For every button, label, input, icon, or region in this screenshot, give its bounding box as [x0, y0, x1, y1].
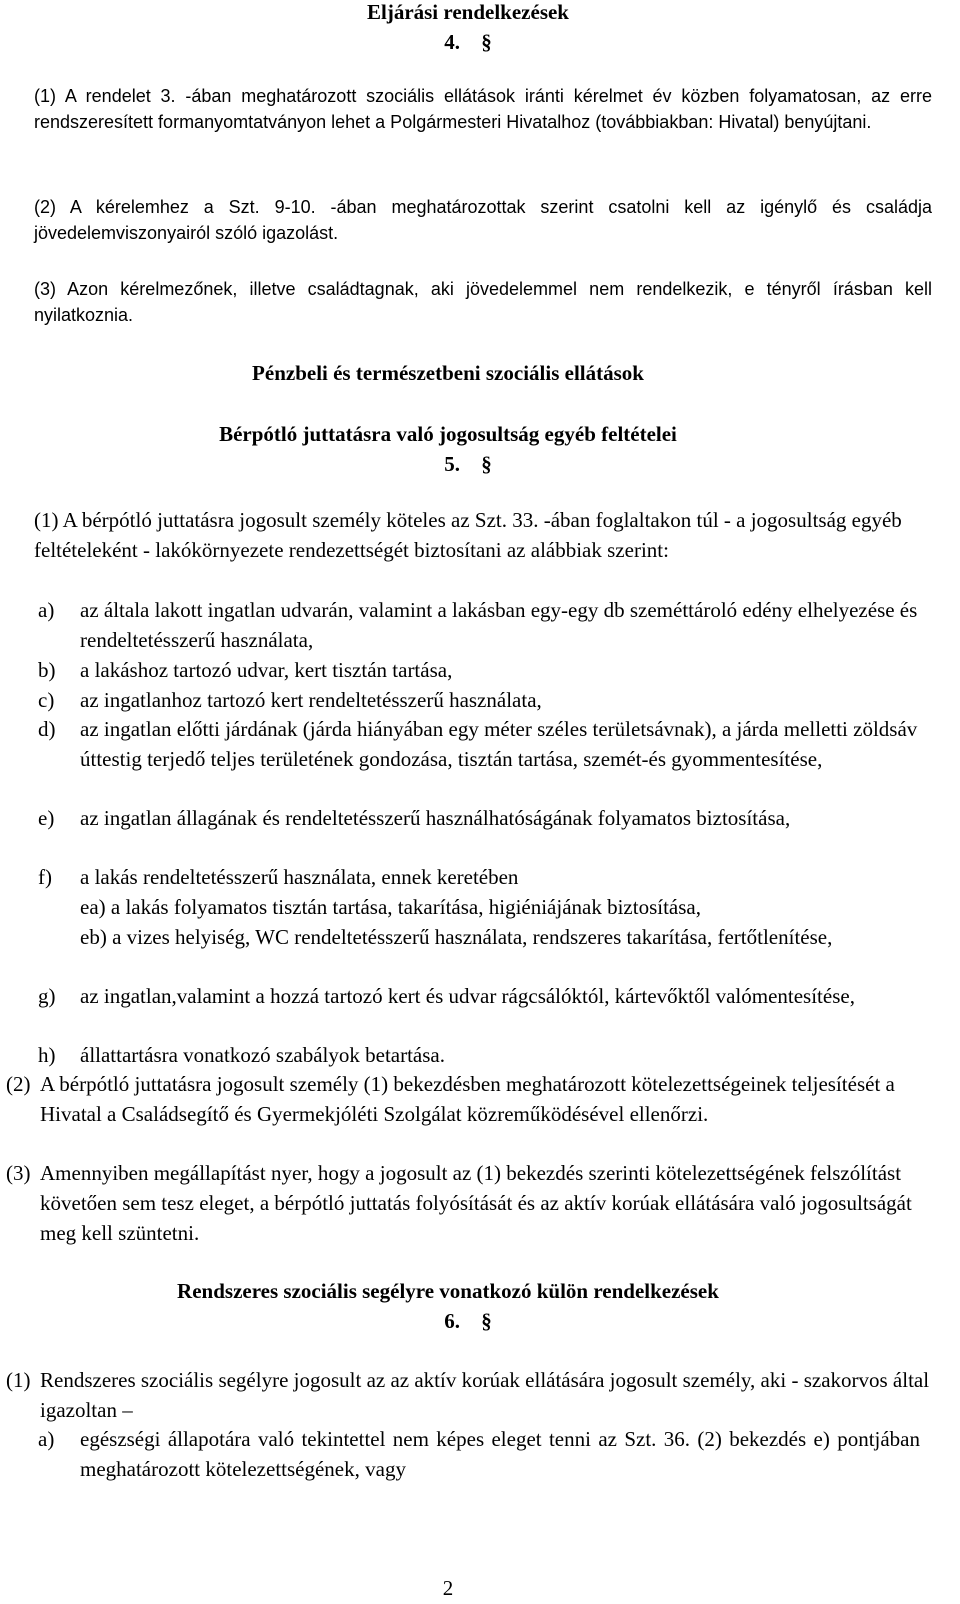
- section-4-paragraph-2: (2) A kérelemhez a Szt. 9-10. -ában meghatározottak szerint csatolni kell az igénylő és családja jövedelemviszonyairól szóló igazolást.: [34, 197, 932, 243]
- section-5-paragraph-1: (1) A bérpótló juttatásra jogosult személy köteles az Szt. 33. -ában foglaltakon túl - a jogosultság egyéb feltételeként - lakókörnyezete rendezettségét biztosítani az alábbiak szerint:: [34, 508, 902, 562]
- section-5-number-line: [0, 449, 936, 479]
- list-item-label: a): [38, 598, 55, 622]
- list-item-text: az ingatlanhoz tartozó kert rendeltetésszerű használata,: [80, 688, 542, 712]
- list-item-label: b): [38, 658, 56, 682]
- list-item-label: a): [38, 1427, 55, 1451]
- section-4-title: Eljárási rendelkezések: [366, 0, 569, 24]
- sub-item-text: ea) a lakás folyamatos tisztán tartása, takarítása, higiéniájának biztosítása,: [80, 895, 701, 919]
- list-item-label: h): [38, 1043, 56, 1067]
- paragraph-label: (2): [6, 1072, 31, 1096]
- list-item-text: az ingatlan,valamint a hozzá tartozó kert és udvar rágcsálóktól, kártevőktől valómentesítése,: [80, 984, 855, 1008]
- paragraph-text: Amennyiben megállapítást nyer, hogy a jogosult az (1) bekezdés szerinti kötelezettségének felszólítást követően sem tesz eleget, a bérpótló juttatás folyósítását és az aktív korúak ellátására való jogosultságát meg kell szüntetni.: [40, 1161, 912, 1245]
- section-4-paragraph-1: (1) A rendelet 3. -ában meghatározott szociális ellátások iránti kérelmet év közben folyamatosan, az erre rendszeresített formanyomtatványon lehet a Polgármesteri Hivatalhoz (továbbiakban: Hivatal) benyújtani.: [34, 86, 932, 132]
- list-item-label: c): [38, 688, 55, 712]
- paragraph-label: (3): [6, 1161, 31, 1185]
- section-6-title: Rendszeres szociális segélyre vonatkozó külön rendelkezések: [177, 1279, 719, 1303]
- section-6-number-line: [0, 1306, 936, 1336]
- section-6-number: 6.: [444, 1309, 460, 1333]
- list-item-text: az ingatlan állagának és rendeltetésszerű használhatóságának folyamatos biztosítása,: [80, 806, 791, 830]
- part-heading: Pénzbeli és természetbeni szociális ellátások: [252, 361, 644, 385]
- paragraph-label: (1): [6, 1368, 31, 1392]
- list-item-label: g): [38, 984, 56, 1008]
- list-item-text: a lakáshoz tartozó udvar, kert tisztán tartása,: [80, 658, 453, 682]
- section-5-title: Bérpótló juttatásra való jogosultság egyéb feltételei: [219, 422, 677, 446]
- section-5-number: 5.: [444, 452, 460, 476]
- paragraph-text: A bérpótló juttatásra jogosult személy (1) bekezdésben meghatározott kötelezettségeinek teljesítését a Hivatal a Családsegítő és Gyermekjóléti Szolgálat közreműködésével ellenőrzi.: [40, 1072, 895, 1126]
- list-item-text: egészségi állapotára való tekintettel nem képes eleget tenni az Szt. 36. (2) bekezdés e) pontjában meghatározott kötelezettségének, vagy: [80, 1427, 920, 1481]
- list-item-text: az ingatlan előtti járdának (járda hiányában egy méter széles területsávnak), a járda melletti zöldsáv úttestig terjedő teljes területének gondozása, tisztán tartása, szemét-és gyommentesítése,: [80, 717, 918, 771]
- list-item-text: az általa lakott ingatlan udvarán, valamint a lakásban egy-egy db szeméttároló edény elhelyezése és rendeltetésszerű használata,: [80, 598, 918, 652]
- paragraph-text: Rendszeres szociális segélyre jogosult az az aktív korúak ellátására jogosult személy, aki - szakorvos által igazoltan –: [40, 1368, 930, 1422]
- list-item-label: d): [38, 717, 56, 741]
- section-4-number: 4.: [444, 30, 460, 54]
- list-item-text: állattartásra vonatkozó szabályok betartása.: [80, 1043, 445, 1067]
- list-item-text: a lakás rendeltetésszerű használata, ennek keretében: [80, 865, 519, 889]
- section-symbol: §: [481, 452, 492, 476]
- section-symbol: §: [481, 1309, 492, 1333]
- section-4-number-line: [0, 27, 936, 57]
- list-item-label: e): [38, 806, 55, 830]
- sub-item-text: eb) a vizes helyiség, WC rendeltetésszerű használata, rendszeres takarítása, fertőtlenítése,: [80, 925, 833, 949]
- page-number: 2: [442, 1576, 454, 1600]
- section-4-paragraph-3: (3) Azon kérelmezőnek, illetve családtagnak, aki jövedelemmel nem rendelkezik, e tényről írásban kell nyilatkoznia.: [34, 279, 932, 325]
- section-symbol: §: [481, 30, 492, 54]
- list-item-label: f): [38, 865, 52, 889]
